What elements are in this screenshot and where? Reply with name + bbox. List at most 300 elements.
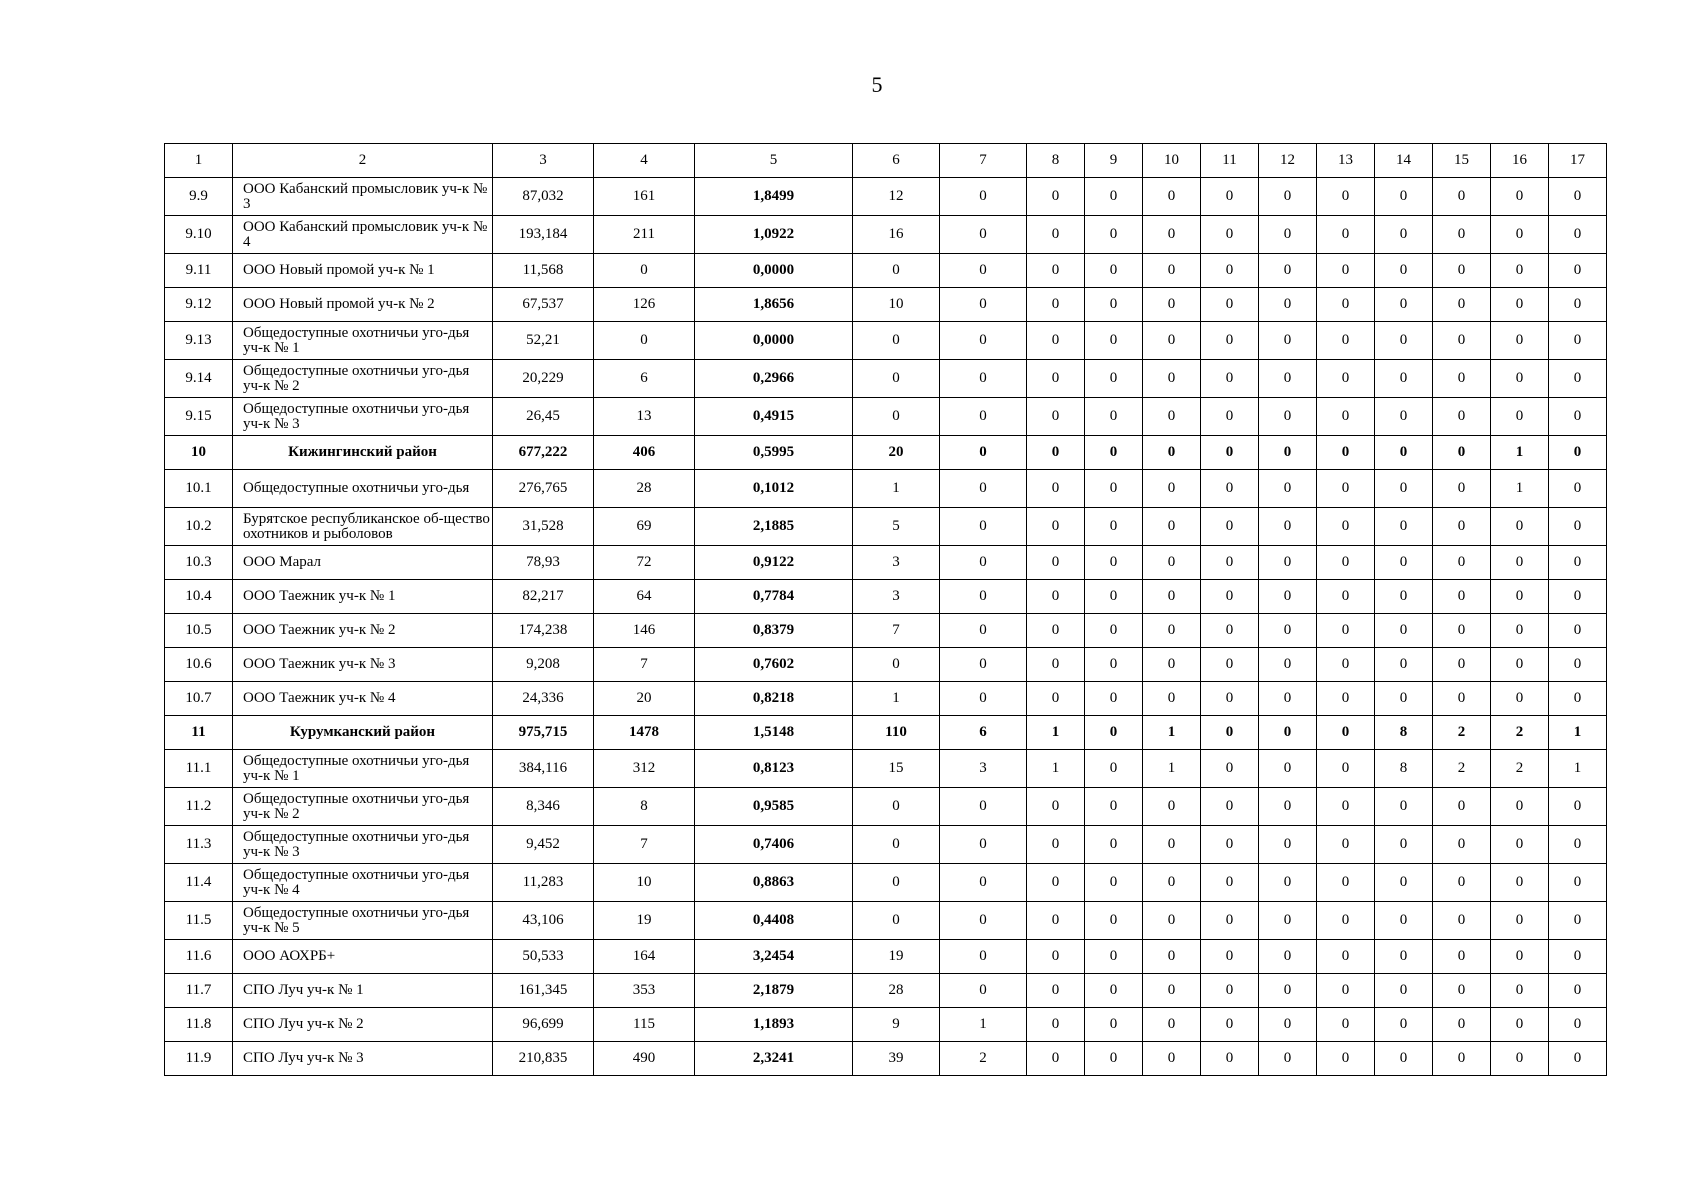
cell-c6: 3	[853, 580, 940, 614]
cell-c11: 0	[1201, 436, 1259, 470]
cell-c5: 0,7784	[695, 580, 853, 614]
cell-c9: 0	[1085, 750, 1143, 788]
cell-c14: 0	[1375, 436, 1433, 470]
cell-c5: 1,8499	[695, 178, 853, 216]
row-number: 10.1	[165, 470, 233, 508]
cell-c3: 50,533	[493, 940, 594, 974]
cell-c15: 0	[1433, 1008, 1491, 1042]
cell-c9: 0	[1085, 508, 1143, 546]
cell-c12: 0	[1259, 614, 1317, 648]
row-number: 11.8	[165, 1008, 233, 1042]
cell-c17: 0	[1549, 682, 1607, 716]
cell-c17: 0	[1549, 1008, 1607, 1042]
column-header: 11	[1201, 144, 1259, 178]
cell-c8: 0	[1027, 546, 1085, 580]
cell-c5: 0,0000	[695, 322, 853, 360]
column-header: 16	[1491, 144, 1549, 178]
cell-c6: 9	[853, 1008, 940, 1042]
cell-c7: 1	[940, 1008, 1027, 1042]
cell-c14: 0	[1375, 508, 1433, 546]
cell-c15: 2	[1433, 716, 1491, 750]
cell-c13: 0	[1317, 750, 1375, 788]
cell-c11: 0	[1201, 750, 1259, 788]
column-header: 10	[1143, 144, 1201, 178]
cell-c11: 0	[1201, 614, 1259, 648]
cell-c4: 1478	[594, 716, 695, 750]
cell-c17: 0	[1549, 216, 1607, 254]
row-name: ООО Марал	[233, 546, 493, 580]
cell-c14: 0	[1375, 254, 1433, 288]
cell-c12: 0	[1259, 788, 1317, 826]
cell-c13: 0	[1317, 580, 1375, 614]
cell-c10: 0	[1143, 216, 1201, 254]
cell-c9: 0	[1085, 288, 1143, 322]
data-table	[164, 143, 1607, 1076]
cell-c15: 0	[1433, 360, 1491, 398]
cell-c11: 0	[1201, 1042, 1259, 1076]
cell-c11: 0	[1201, 940, 1259, 974]
cell-c7: 0	[940, 940, 1027, 974]
cell-c16: 1	[1491, 436, 1549, 470]
district-row	[165, 436, 1607, 470]
row-name: Общедоступные охотничьи уго-дья уч-к № 4	[233, 864, 493, 902]
cell-c16: 0	[1491, 974, 1549, 1008]
table-row	[165, 254, 1607, 288]
cell-c16: 0	[1491, 178, 1549, 216]
cell-c15: 0	[1433, 682, 1491, 716]
cell-c10: 0	[1143, 648, 1201, 682]
row-number: 10.6	[165, 648, 233, 682]
cell-c14: 0	[1375, 648, 1433, 682]
table-row	[165, 902, 1607, 940]
table-row	[165, 826, 1607, 864]
cell-c10: 0	[1143, 826, 1201, 864]
cell-c5: 0,9585	[695, 788, 853, 826]
cell-c3: 43,106	[493, 902, 594, 940]
cell-c9: 0	[1085, 614, 1143, 648]
table-row	[165, 360, 1607, 398]
cell-c11: 0	[1201, 322, 1259, 360]
cell-c17: 0	[1549, 178, 1607, 216]
cell-c7: 0	[940, 398, 1027, 436]
cell-c6: 1	[853, 682, 940, 716]
row-number: 10	[165, 436, 233, 470]
cell-c12: 0	[1259, 254, 1317, 288]
cell-c14: 0	[1375, 1042, 1433, 1076]
cell-c6: 0	[853, 826, 940, 864]
cell-c15: 0	[1433, 470, 1491, 508]
cell-c16: 0	[1491, 788, 1549, 826]
row-name: ООО Новый промой уч-к № 2	[233, 288, 493, 322]
cell-c15: 0	[1433, 826, 1491, 864]
cell-c11: 0	[1201, 826, 1259, 864]
cell-c3: 384,116	[493, 750, 594, 788]
column-header: 15	[1433, 144, 1491, 178]
cell-c4: 10	[594, 864, 695, 902]
cell-c5: 3,2454	[695, 940, 853, 974]
cell-c9: 0	[1085, 398, 1143, 436]
cell-c9: 0	[1085, 902, 1143, 940]
cell-c6: 1	[853, 470, 940, 508]
row-name: ООО Таежник уч-к № 1	[233, 580, 493, 614]
cell-c15: 0	[1433, 254, 1491, 288]
cell-c8: 0	[1027, 902, 1085, 940]
cell-c3: 26,45	[493, 398, 594, 436]
cell-c12: 0	[1259, 322, 1317, 360]
cell-c14: 0	[1375, 1008, 1433, 1042]
cell-c6: 0	[853, 398, 940, 436]
cell-c6: 0	[853, 864, 940, 902]
cell-c12: 0	[1259, 682, 1317, 716]
cell-c4: 353	[594, 974, 695, 1008]
row-number: 10.7	[165, 682, 233, 716]
cell-c16: 0	[1491, 826, 1549, 864]
table-row	[165, 1042, 1607, 1076]
cell-c4: 19	[594, 902, 695, 940]
table-row	[165, 398, 1607, 436]
cell-c16: 0	[1491, 216, 1549, 254]
cell-c15: 0	[1433, 216, 1491, 254]
row-name: Общедоступные охотничьи уго-дья уч-к № 1	[233, 322, 493, 360]
cell-c7: 0	[940, 974, 1027, 1008]
row-name: ООО Кабанский промысловик уч-к № 3	[233, 178, 493, 216]
cell-c6: 12	[853, 178, 940, 216]
header-row	[165, 144, 1607, 178]
cell-c5: 0,2966	[695, 360, 853, 398]
cell-c17: 0	[1549, 788, 1607, 826]
cell-c6: 0	[853, 648, 940, 682]
row-number: 10.5	[165, 614, 233, 648]
cell-c7: 0	[940, 216, 1027, 254]
cell-c3: 174,238	[493, 614, 594, 648]
cell-c12: 0	[1259, 826, 1317, 864]
cell-c14: 0	[1375, 614, 1433, 648]
row-name: Общедоступные охотничьи уго-дья уч-к № 3	[233, 826, 493, 864]
cell-c12: 0	[1259, 716, 1317, 750]
cell-c13: 0	[1317, 682, 1375, 716]
cell-c5: 0,1012	[695, 470, 853, 508]
cell-c6: 110	[853, 716, 940, 750]
cell-c15: 0	[1433, 864, 1491, 902]
cell-c13: 0	[1317, 716, 1375, 750]
cell-c15: 0	[1433, 614, 1491, 648]
cell-c13: 0	[1317, 254, 1375, 288]
cell-c9: 0	[1085, 1042, 1143, 1076]
cell-c5: 0,4915	[695, 398, 853, 436]
cell-c9: 0	[1085, 1008, 1143, 1042]
cell-c4: 161	[594, 178, 695, 216]
table-row	[165, 614, 1607, 648]
cell-c13: 0	[1317, 508, 1375, 546]
cell-c13: 0	[1317, 974, 1375, 1008]
cell-c4: 64	[594, 580, 695, 614]
cell-c7: 0	[940, 546, 1027, 580]
cell-c3: 24,336	[493, 682, 594, 716]
cell-c14: 0	[1375, 398, 1433, 436]
cell-c10: 0	[1143, 580, 1201, 614]
table-row	[165, 288, 1607, 322]
cell-c8: 0	[1027, 864, 1085, 902]
cell-c11: 0	[1201, 216, 1259, 254]
cell-c17: 0	[1549, 902, 1607, 940]
row-name: ООО Кабанский промысловик уч-к № 4	[233, 216, 493, 254]
cell-c14: 0	[1375, 974, 1433, 1008]
table-row	[165, 216, 1607, 254]
cell-c11: 0	[1201, 288, 1259, 322]
cell-c3: 20,229	[493, 360, 594, 398]
cell-c14: 0	[1375, 902, 1433, 940]
cell-c13: 0	[1317, 288, 1375, 322]
cell-c10: 0	[1143, 398, 1201, 436]
cell-c12: 0	[1259, 940, 1317, 974]
cell-c17: 0	[1549, 1042, 1607, 1076]
row-number: 11.7	[165, 974, 233, 1008]
cell-c6: 0	[853, 902, 940, 940]
cell-c6: 28	[853, 974, 940, 1008]
row-name: СПО Луч уч-к № 2	[233, 1008, 493, 1042]
cell-c16: 0	[1491, 322, 1549, 360]
cell-c17: 0	[1549, 648, 1607, 682]
cell-c9: 0	[1085, 682, 1143, 716]
cell-c11: 0	[1201, 1008, 1259, 1042]
cell-c3: 193,184	[493, 216, 594, 254]
cell-c9: 0	[1085, 216, 1143, 254]
cell-c10: 0	[1143, 614, 1201, 648]
cell-c12: 0	[1259, 974, 1317, 1008]
cell-c9: 0	[1085, 940, 1143, 974]
cell-c16: 0	[1491, 940, 1549, 974]
cell-c4: 7	[594, 826, 695, 864]
cell-c11: 0	[1201, 398, 1259, 436]
cell-c15: 0	[1433, 940, 1491, 974]
cell-c5: 1,0922	[695, 216, 853, 254]
cell-c14: 0	[1375, 546, 1433, 580]
cell-c14: 8	[1375, 716, 1433, 750]
cell-c6: 19	[853, 940, 940, 974]
cell-c10: 1	[1143, 750, 1201, 788]
cell-c8: 1	[1027, 750, 1085, 788]
cell-c10: 0	[1143, 322, 1201, 360]
column-header: 17	[1549, 144, 1607, 178]
cell-c12: 0	[1259, 398, 1317, 436]
cell-c13: 0	[1317, 436, 1375, 470]
cell-c7: 2	[940, 1042, 1027, 1076]
column-header: 2	[233, 144, 493, 178]
cell-c4: 312	[594, 750, 695, 788]
cell-c5: 0,5995	[695, 436, 853, 470]
cell-c10: 0	[1143, 788, 1201, 826]
cell-c16: 0	[1491, 1008, 1549, 1042]
cell-c5: 0,7602	[695, 648, 853, 682]
cell-c10: 0	[1143, 940, 1201, 974]
cell-c13: 0	[1317, 1008, 1375, 1042]
cell-c14: 0	[1375, 322, 1433, 360]
column-header: 1	[165, 144, 233, 178]
cell-c17: 0	[1549, 546, 1607, 580]
cell-c8: 0	[1027, 580, 1085, 614]
cell-c10: 0	[1143, 1008, 1201, 1042]
cell-c11: 0	[1201, 508, 1259, 546]
cell-c8: 0	[1027, 216, 1085, 254]
cell-c11: 0	[1201, 470, 1259, 508]
cell-c13: 0	[1317, 360, 1375, 398]
cell-c12: 0	[1259, 1042, 1317, 1076]
row-number: 9.14	[165, 360, 233, 398]
cell-c7: 0	[940, 254, 1027, 288]
cell-c15: 0	[1433, 788, 1491, 826]
cell-c16: 0	[1491, 614, 1549, 648]
cell-c16: 0	[1491, 398, 1549, 436]
cell-c8: 1	[1027, 716, 1085, 750]
cell-c13: 0	[1317, 216, 1375, 254]
cell-c3: 276,765	[493, 470, 594, 508]
cell-c16: 0	[1491, 648, 1549, 682]
row-name: ООО АОХРБ+	[233, 940, 493, 974]
cell-c4: 115	[594, 1008, 695, 1042]
cell-c16: 0	[1491, 360, 1549, 398]
district-row	[165, 716, 1607, 750]
cell-c8: 0	[1027, 508, 1085, 546]
table-row	[165, 470, 1607, 508]
cell-c17: 0	[1549, 580, 1607, 614]
cell-c13: 0	[1317, 178, 1375, 216]
cell-c10: 0	[1143, 682, 1201, 716]
cell-c6: 10	[853, 288, 940, 322]
cell-c12: 0	[1259, 546, 1317, 580]
row-number: 10.2	[165, 508, 233, 546]
cell-c4: 0	[594, 254, 695, 288]
cell-c3: 161,345	[493, 974, 594, 1008]
cell-c5: 0,8218	[695, 682, 853, 716]
cell-c14: 0	[1375, 682, 1433, 716]
cell-c16: 0	[1491, 288, 1549, 322]
cell-c3: 67,537	[493, 288, 594, 322]
row-number: 9.13	[165, 322, 233, 360]
cell-c12: 0	[1259, 648, 1317, 682]
cell-c6: 0	[853, 788, 940, 826]
cell-c3: 78,93	[493, 546, 594, 580]
cell-c6: 39	[853, 1042, 940, 1076]
cell-c9: 0	[1085, 788, 1143, 826]
cell-c4: 13	[594, 398, 695, 436]
cell-c5: 2,1879	[695, 974, 853, 1008]
cell-c3: 677,222	[493, 436, 594, 470]
row-name: Курумканский район	[233, 716, 493, 750]
cell-c4: 0	[594, 322, 695, 360]
row-number: 11.3	[165, 826, 233, 864]
cell-c7: 0	[940, 902, 1027, 940]
column-header: 6	[853, 144, 940, 178]
cell-c6: 5	[853, 508, 940, 546]
cell-c12: 0	[1259, 288, 1317, 322]
cell-c9: 0	[1085, 178, 1143, 216]
cell-c14: 0	[1375, 788, 1433, 826]
cell-c6: 0	[853, 360, 940, 398]
cell-c4: 146	[594, 614, 695, 648]
cell-c11: 0	[1201, 716, 1259, 750]
cell-c14: 0	[1375, 360, 1433, 398]
cell-c5: 0,8863	[695, 864, 853, 902]
row-name: Общедоступные охотничьи уго-дья уч-к № 2	[233, 360, 493, 398]
cell-c15: 0	[1433, 178, 1491, 216]
cell-c5: 0,8379	[695, 614, 853, 648]
cell-c5: 0,4408	[695, 902, 853, 940]
cell-c15: 0	[1433, 508, 1491, 546]
cell-c7: 0	[940, 682, 1027, 716]
cell-c8: 0	[1027, 940, 1085, 974]
row-number: 11	[165, 716, 233, 750]
row-name: Общедоступные охотничьи уго-дья	[233, 470, 493, 508]
cell-c8: 0	[1027, 288, 1085, 322]
cell-c6: 0	[853, 322, 940, 360]
row-name: Общедоступные охотничьи уго-дья уч-к № 3	[233, 398, 493, 436]
cell-c9: 0	[1085, 322, 1143, 360]
cell-c10: 0	[1143, 436, 1201, 470]
cell-c9: 0	[1085, 826, 1143, 864]
cell-c11: 0	[1201, 788, 1259, 826]
column-header: 12	[1259, 144, 1317, 178]
cell-c6: 20	[853, 436, 940, 470]
table-row	[165, 750, 1607, 788]
cell-c13: 0	[1317, 826, 1375, 864]
cell-c3: 96,699	[493, 1008, 594, 1042]
cell-c4: 72	[594, 546, 695, 580]
cell-c14: 0	[1375, 288, 1433, 322]
row-number: 10.4	[165, 580, 233, 614]
cell-c16: 0	[1491, 546, 1549, 580]
table-row	[165, 864, 1607, 902]
cell-c10: 0	[1143, 288, 1201, 322]
cell-c7: 0	[940, 322, 1027, 360]
row-name: СПО Луч уч-к № 3	[233, 1042, 493, 1076]
cell-c4: 490	[594, 1042, 695, 1076]
cell-c5: 1,5148	[695, 716, 853, 750]
cell-c17: 0	[1549, 974, 1607, 1008]
cell-c16: 0	[1491, 902, 1549, 940]
cell-c4: 69	[594, 508, 695, 546]
cell-c16: 0	[1491, 1042, 1549, 1076]
row-number: 10.3	[165, 546, 233, 580]
row-number: 9.11	[165, 254, 233, 288]
cell-c3: 82,217	[493, 580, 594, 614]
cell-c4: 8	[594, 788, 695, 826]
cell-c11: 0	[1201, 864, 1259, 902]
cell-c14: 8	[1375, 750, 1433, 788]
cell-c16: 1	[1491, 470, 1549, 508]
cell-c5: 1,1893	[695, 1008, 853, 1042]
cell-c5: 1,8656	[695, 288, 853, 322]
cell-c3: 52,21	[493, 322, 594, 360]
row-number: 9.12	[165, 288, 233, 322]
row-number: 11.2	[165, 788, 233, 826]
cell-c13: 0	[1317, 1042, 1375, 1076]
cell-c5: 2,3241	[695, 1042, 853, 1076]
column-header: 14	[1375, 144, 1433, 178]
cell-c17: 0	[1549, 360, 1607, 398]
table-row	[165, 178, 1607, 216]
cell-c17: 0	[1549, 826, 1607, 864]
cell-c17: 1	[1549, 716, 1607, 750]
cell-c3: 9,208	[493, 648, 594, 682]
cell-c4: 20	[594, 682, 695, 716]
cell-c6: 16	[853, 216, 940, 254]
table-row	[165, 580, 1607, 614]
row-name: Общедоступные охотничьи уго-дья уч-к № 1	[233, 750, 493, 788]
row-number: 9.10	[165, 216, 233, 254]
cell-c10: 0	[1143, 508, 1201, 546]
cell-c17: 0	[1549, 436, 1607, 470]
cell-c3: 31,528	[493, 508, 594, 546]
